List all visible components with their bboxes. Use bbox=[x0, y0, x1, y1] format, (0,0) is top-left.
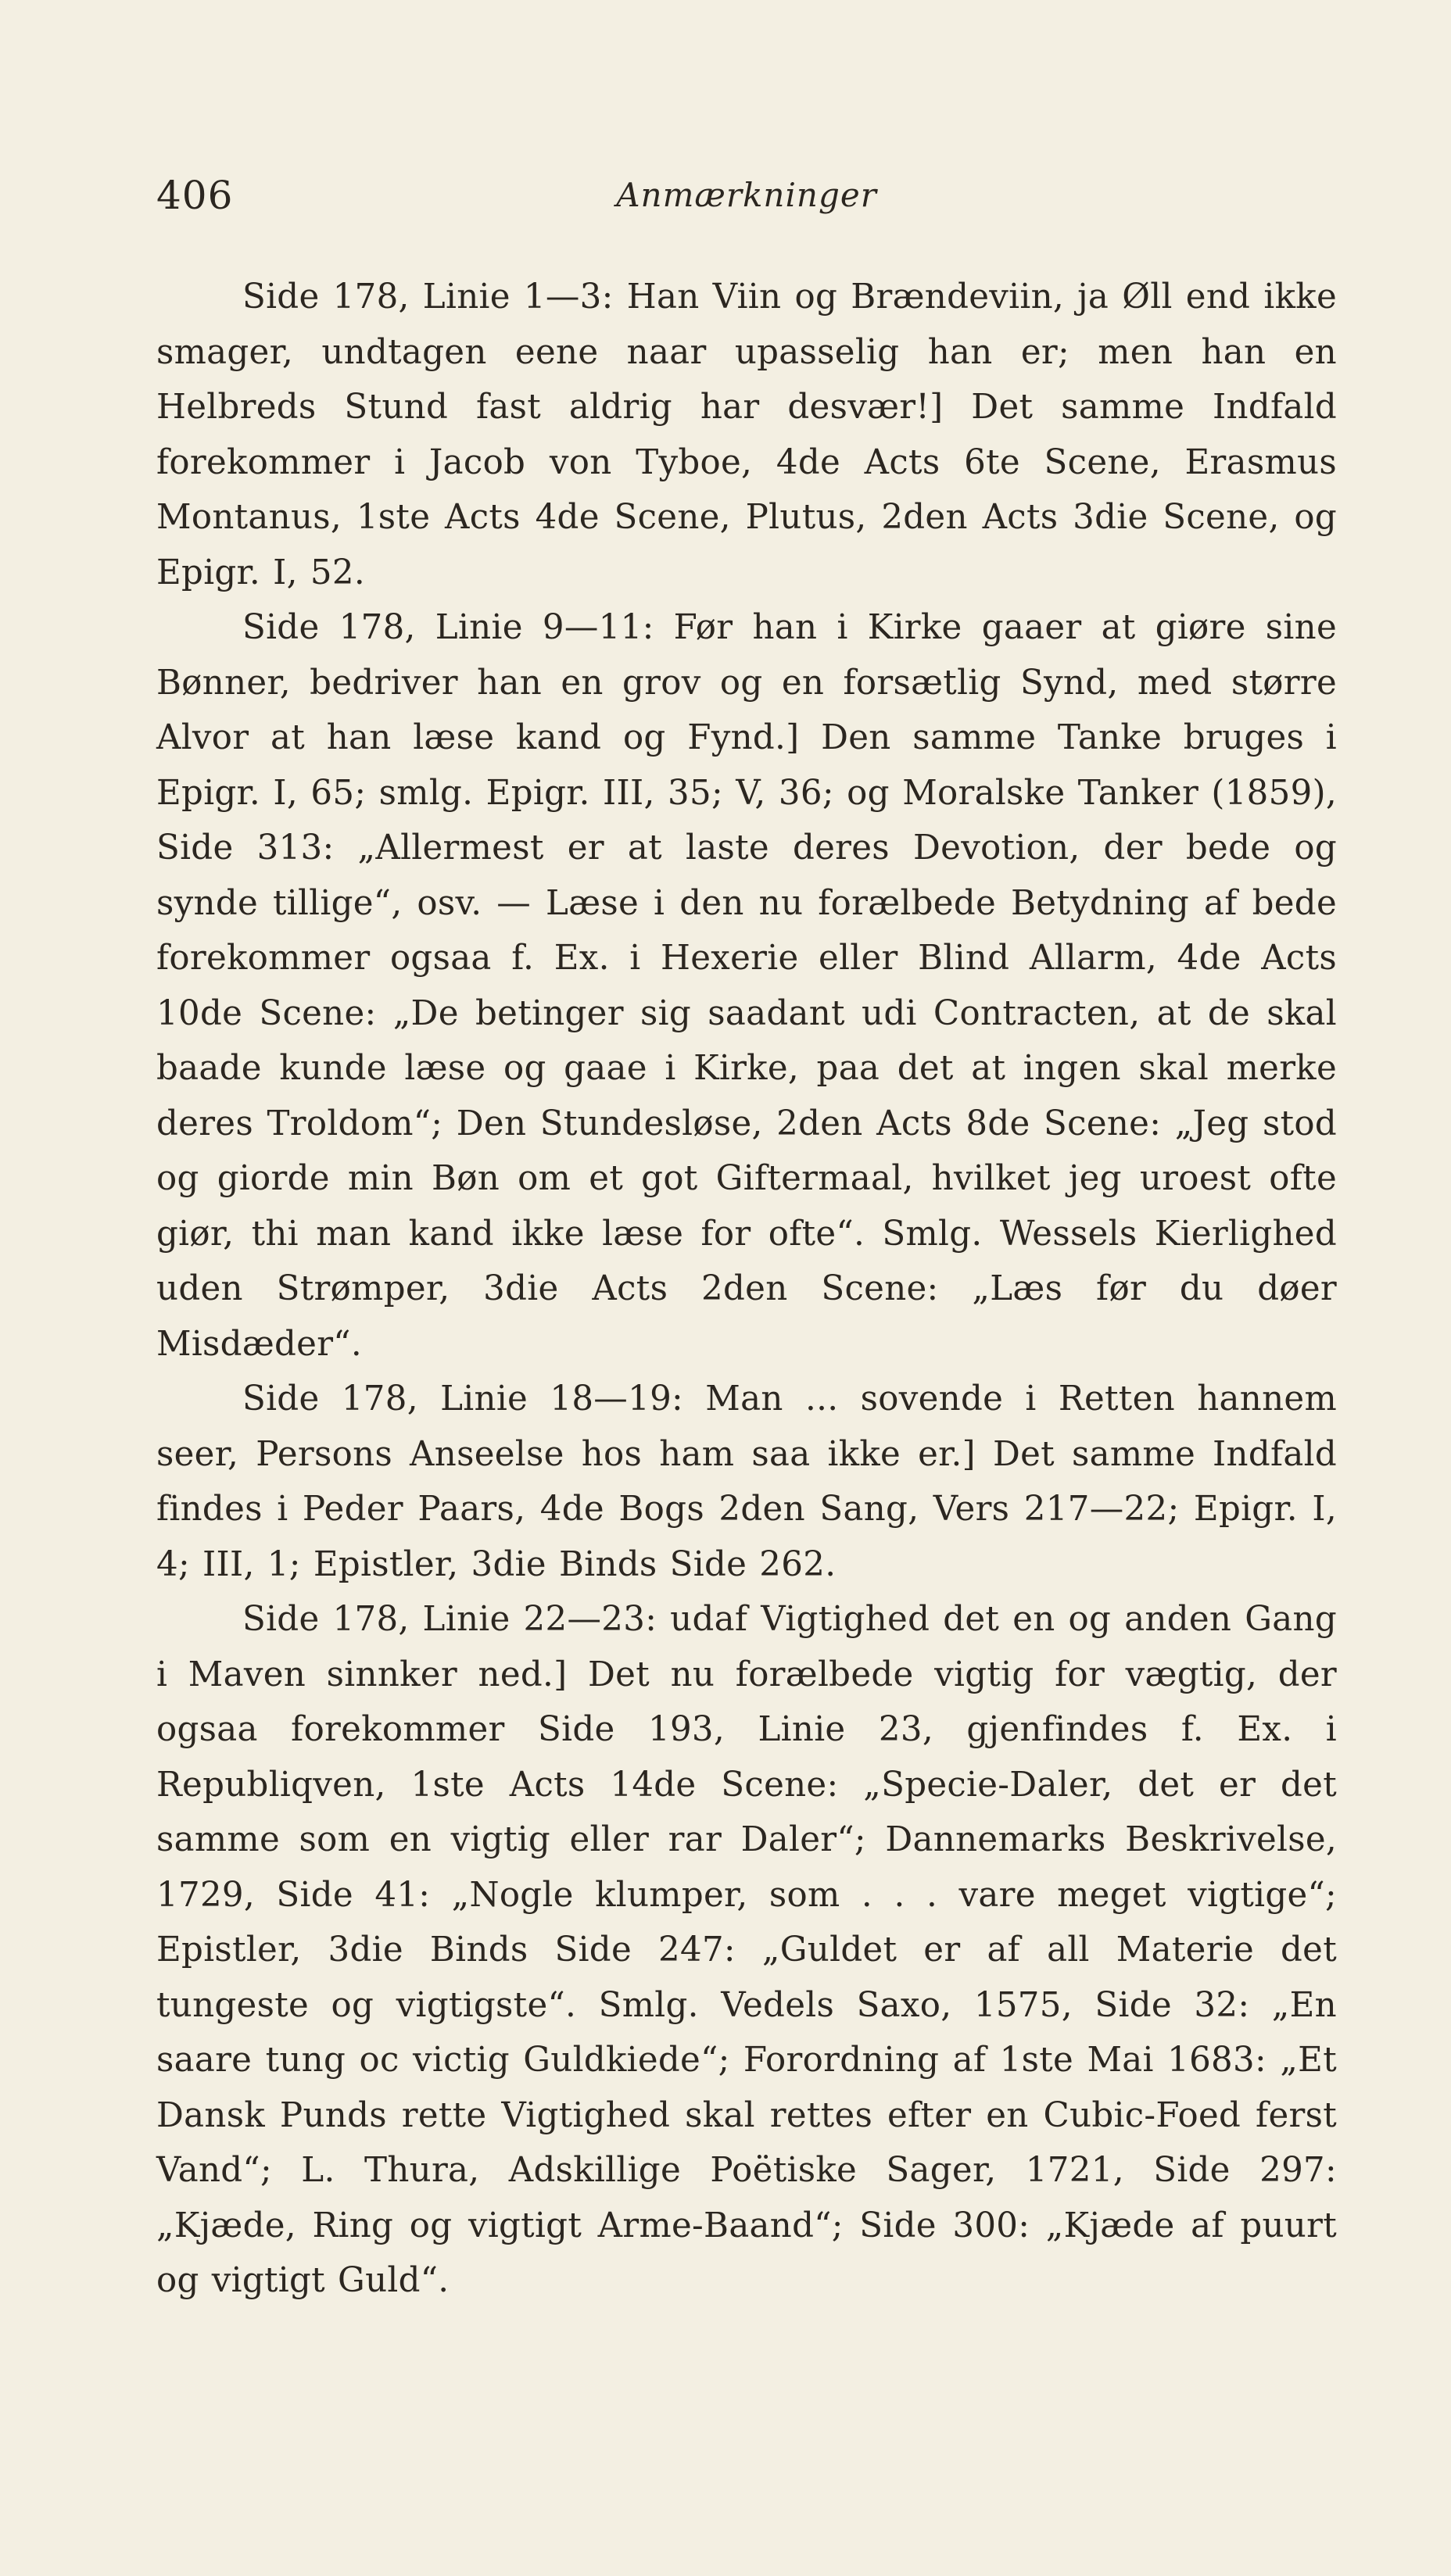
note-paragraph: Side 178, Linie 1—3: Han Viin og Brændeviin, ja Øll end ikke smager, undtagen eene naar upasselig han er; men han en Helbreds Stund fast aldrig har desvær!] Det samme Indfald forekommer i Jacob von Tyboe, 4de Acts 6te Scene, Erasmus Montanus, 1ste Acts 4de Scene, Plutus, 2den Acts 3die Scene, og Epigr. I, 52. bbox=[156, 277, 1337, 592]
note-paragraph: Side 178, Linie 22—23: udaf Vigtighed det en og anden Gang i Maven sinnker ned.] Det nu forælbede vigtig for vægtig, der ogsaa forekommer Side 193, Linie 23, gjenfindes f. Ex. i Republiqven, 1ste Acts 14de Scene: „Specie-Daler, det er det samme som en vigtig eller rar Daler“; Dannemarks Beskrivelse, 1729, Side 41: „Nogle klumper, som . . . vare meget vigtige“; Epistler, 3die Binds Side 247: „Guldet er af all Materie det tungeste og vigtigste“. Smlg. Vedels Saxo, 1575, Side 32: „En saare tung oc victig Guldkiede“; Forordning af 1ste Mai 1683: „Et Dansk Punds rette Vigtighed skal rettes efter en Cubic-Foed ferst Vand“; L. Thura, Adskillige Poëtiske Sager, 1721, Side 297: „Kjæde, Ring og vigtigt Arme-Baand“; Side 300: „Kjæde af puurt og vigtigt Guld“. bbox=[156, 1600, 1337, 2300]
note-paragraph: Side 178, Linie 9—11: Før han i Kirke gaaer at giøre sine Bønner, bedriver han en grov og en forsætlig Synd, med større Alvor at han læse kand og Fynd.] Den samme Tanke bruges i Epigr. I, 65; smlg. Epigr. III, 35; V, 36; og Moralske Tanker (1859), Side 313: „Allermest er at laste deres Devotion, der bede og synde tillige“, osv. — Læse i den nu forælbede Betydning af bede forekommer ogsaa f. Ex. i Hexerie eller Blind Allarm, 4de Acts 10de Scene: „De betinger sig saadant udi Contracten, at de skal baade kunde læse og gaae i Kirke, paa det at ingen skal merke deres Troldom“; Den Stundesløse, 2den Acts 8de Scene: „Jeg stod og giorde min Bøn om et got Giftermaal, hvilket jeg uroest ofte giør, thi man kand ikke læse for ofte“. Smlg. Wessels Kierlighed uden Strømper, 3die Acts 2den Scene: „Læs før du døer Misdæder“. bbox=[156, 608, 1337, 1364]
note-paragraph: Side 178, Linie 18—19: Man ... sovende i Retten hannem seer, Persons Anseelse hos ham saa ikke er.] Det samme Indfald findes i Peder Paars, 4de Bogs 2den Sang, Vers 217—22; Epigr. I, 4; III, 1; Epistler, 3die Binds Side 262. bbox=[156, 1379, 1337, 1584]
notes-body bbox=[156, 270, 1337, 2309]
running-head: Anmærkninger bbox=[616, 176, 877, 214]
page-header bbox=[156, 164, 1337, 227]
page-number: 406 bbox=[156, 173, 234, 218]
